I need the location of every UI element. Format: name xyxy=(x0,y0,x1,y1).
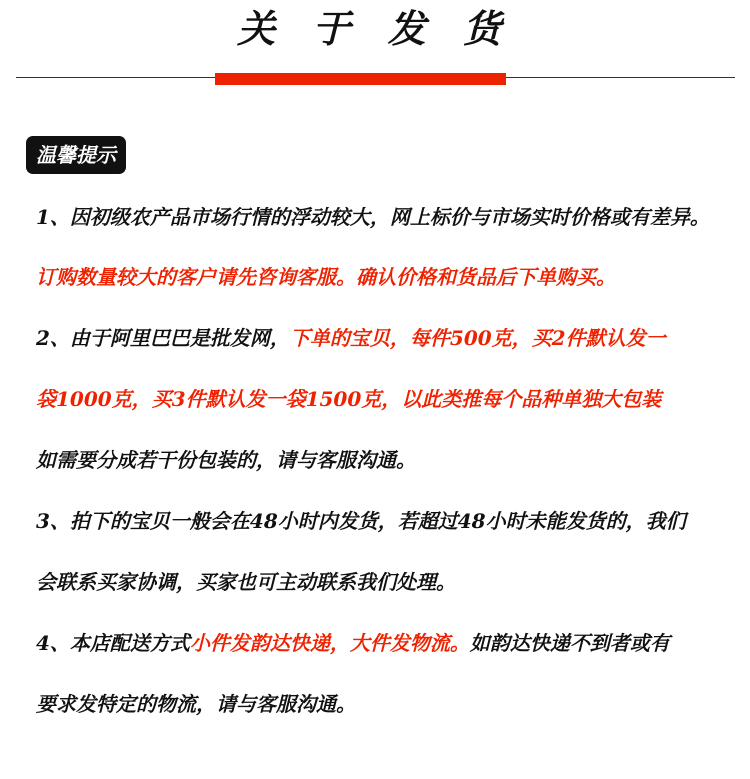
tip-badge: 温馨提示 xyxy=(26,136,126,174)
notice-line-3-text: 2、由于阿里巴巴是批发网， xyxy=(36,326,290,350)
notice-line-8-text: 4、本店配送方式 xyxy=(36,631,190,655)
notice-line-5: 如需要分成若干份包装的，请与客服沟通。 xyxy=(36,448,416,472)
page-title: 关 于 发 货 xyxy=(237,6,513,51)
notice-line-2: 订购数量较大的客户请先咨询客服。确认价格和货品后下单购买。 xyxy=(36,265,616,289)
notice-line-3 xyxy=(36,323,666,353)
notice-line-8 xyxy=(36,628,670,658)
notice-line-8-highlight: 小件发韵达快递，大件发物流。 xyxy=(189,631,470,655)
notice-line-4: 袋1000克，买3件默认发一袋1500克，以此类推每个品种单独大包装 xyxy=(36,387,662,411)
notice-line-9: 要求发特定的物流，请与客服沟通。 xyxy=(36,692,356,716)
title-divider-accent xyxy=(215,73,506,85)
notice-line-6: 3、拍下的宝贝一般会在48小时内发货，若超过48小时未能发货的，我们 xyxy=(36,509,686,533)
notice-line-1: 1、因初级农产品市场行情的浮动较大，网上标价与市场实时价格或有差异。 xyxy=(36,205,710,229)
notice-line-7: 会联系买家协调，买家也可主动联系我们处理。 xyxy=(36,570,456,594)
notice-line-8-tail: 如韵达快递不到者或有 xyxy=(469,631,670,655)
notice-line-3-highlight: 下单的宝贝，每件500克，买2件默认发一 xyxy=(289,326,666,350)
